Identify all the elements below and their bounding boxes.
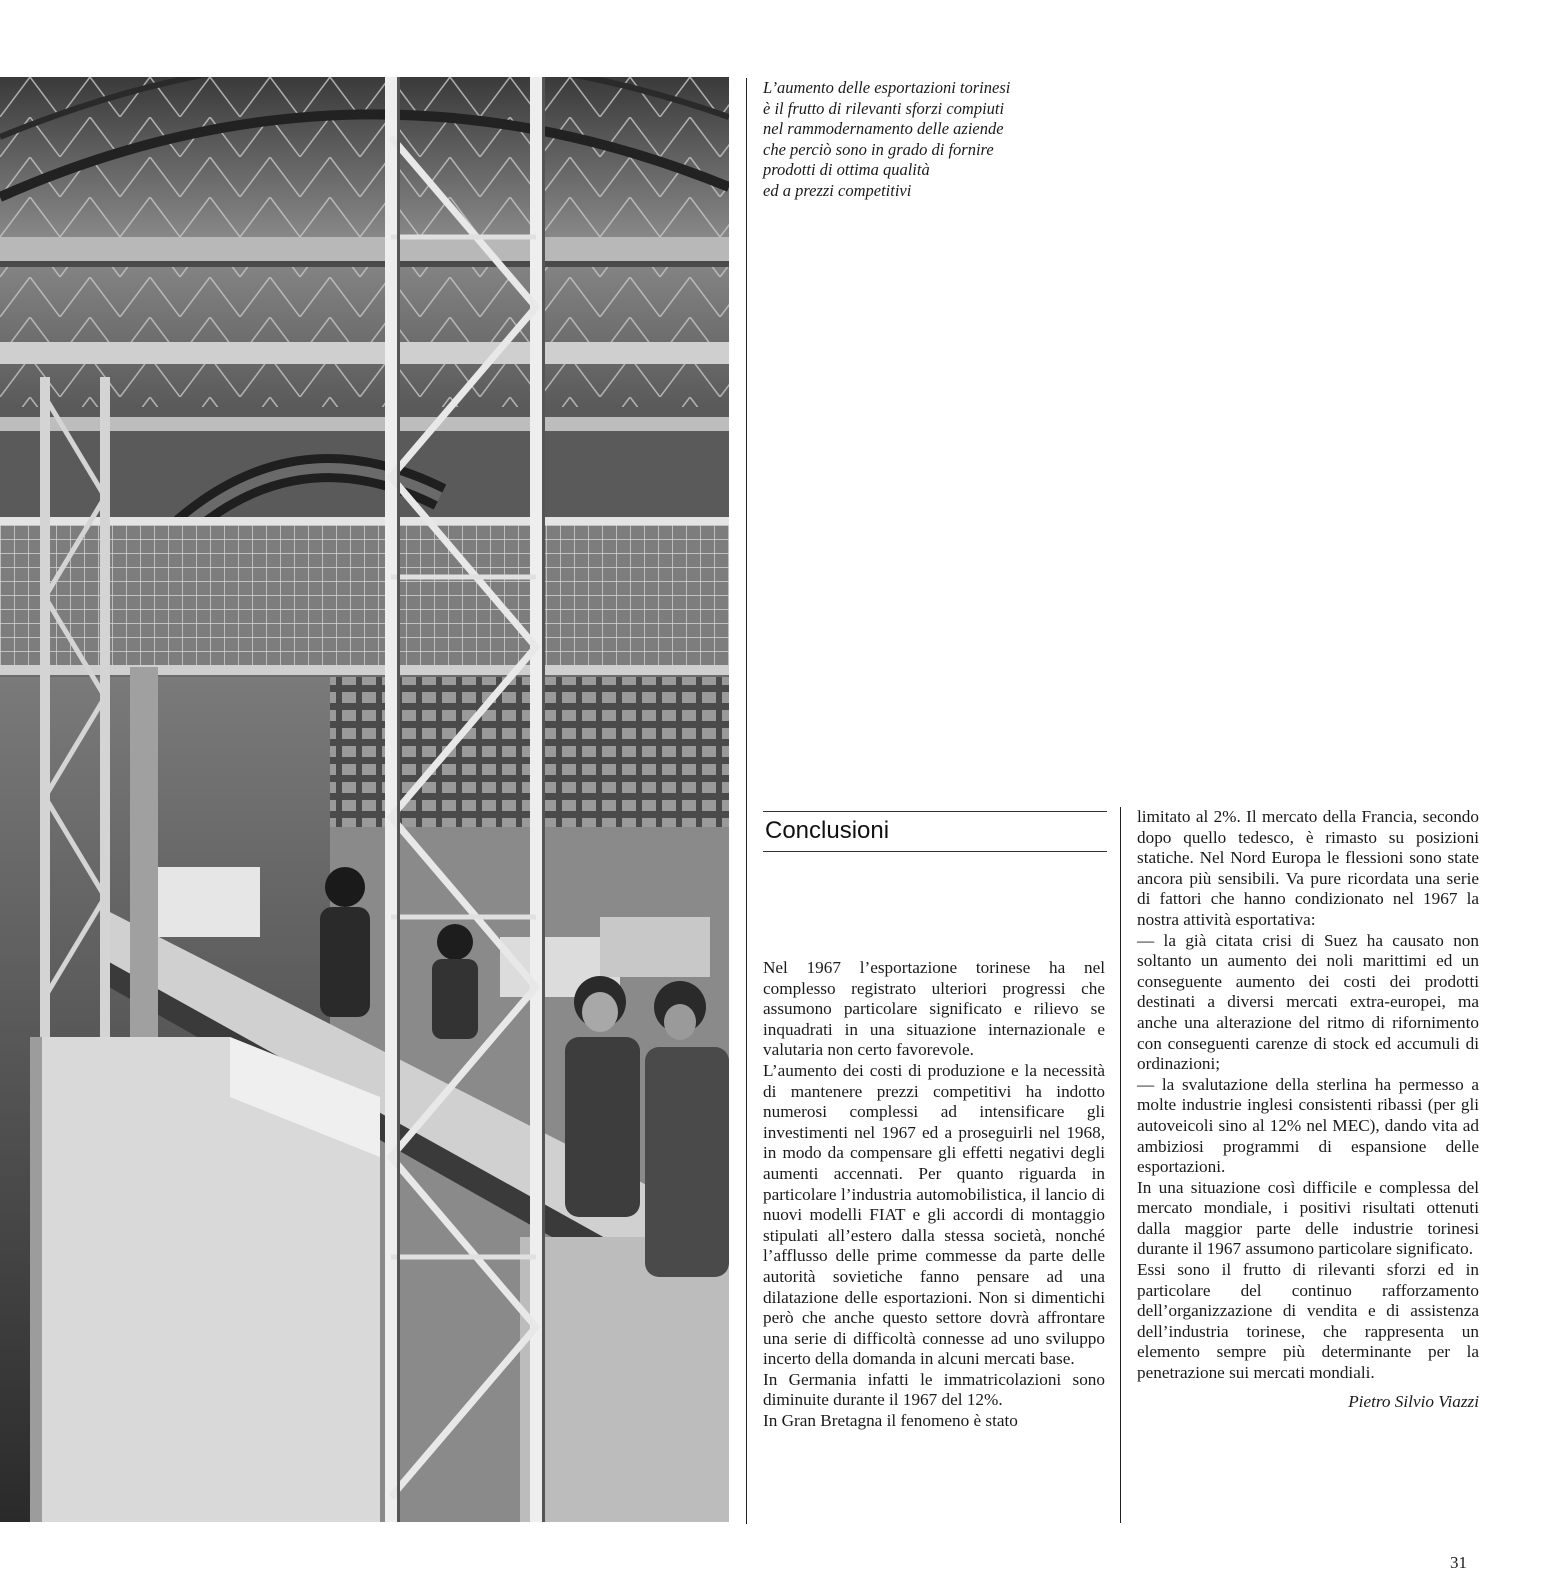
factory-photo	[0, 77, 729, 1522]
paragraph: — la già citata crisi di Suez ha causato non soltanto un aumento dei noli marittimi ed un conseguente aumento dei costi dei prodotti destinati a diversi mercati extra-europei, ma anche una alterazione del ritmo di rifornimento con conseguenti carenze di stock ed accumuli di ordinazioni;	[1137, 930, 1479, 1074]
paragraph: limitato al 2%. Il mercato della Francia, secondo dopo quello tedesco, è rimasto su posizioni statiche. Nel Nord Europa le flessioni sono state ancora più sensibili. Va pure ricordata una serie di fattori che hanno condizionato nel 1967 la nostra attività esportativa:	[1137, 807, 1479, 929]
paragraph: In Germania infatti le immatricolazioni sono diminuite durante il 1967 del 12%.	[763, 1369, 1105, 1410]
author-signature: Pietro Silvio Viazzi	[1348, 1391, 1479, 1411]
factory-photo-icon	[0, 77, 729, 1522]
section-heading-box	[763, 811, 1107, 852]
paragraph: In una situazione così difficile e complessa del mercato mondiale, i positivi risultati ottenuti dalla maggior parte delle industrie torinesi durante il 1967 assumono particolare significato.	[1137, 1177, 1479, 1259]
paragraph: L’aumento dei costi di produzione e la necessità di mantenere prezzi competitivi ha indotto numerosi complessi ad intensificare gli investimenti nel 1967 ed a proseguirli nel 1968, in modo da compensare gli effetti negativi degli aumenti accennati. Per quanto riguarda in particolare l’industria automobilistica, il lancio di nuovi modelli FIAT e gli accordi di montaggio stipulati all’estero dalla stessa società, nonché l’afflusso delle prime commesse da parte delle autorità sovietiche fanno pensare ad una dilatazione delle esportazioni. Non si dimentichi però che anche questo settore dovrà affrontare una serie di difficoltà connesse ad uno sviluppo incerto della domanda in alcuni mercati base.	[763, 1060, 1105, 1369]
caption-rule	[746, 78, 747, 1524]
paragraph: Essi sono il frutto di rilevanti sforzi ed in particolare del continuo rafforzamento dell’organizzazione di vendita e di assistenza dell’industria torinese, che rappresenta un elemento sempre più determinante per la penetrazione sui mercati mondiali.	[1137, 1260, 1479, 1383]
page-number: 31	[1450, 1553, 1467, 1572]
photo-caption: L’aumento delle esportazioni torinesi è il frutto di rilevanti sforzi compiuti nel rammodernamento delle aziende che perciò sono in grado di fornire prodotti di ottima qualità ed a prezzi competitivi	[763, 78, 1011, 200]
paragraph: — la svalutazione della sterlina ha permesso a molte industrie inglesi consistenti ribassi (per gli autoveicoli sino al 12% nel MEC), dando vita ad ambiziosi programmi di espansione delle esportazioni.	[1137, 1074, 1479, 1177]
column-rule	[1120, 807, 1121, 1523]
paragraph: In Gran Bretagna il fenomeno è stato	[763, 1411, 1018, 1431]
right-text-column	[1137, 807, 1479, 1412]
section-heading: Conclusioni	[765, 817, 890, 844]
left-text-column	[763, 958, 1105, 1432]
paragraph: Nel 1967 l’esportazione torinese ha nel complesso registrato ulteriori progressi che assumono particolare significato e rilievo se inquadrati in una situazione internazionale e valutaria non certo favorevole.	[763, 958, 1105, 1060]
